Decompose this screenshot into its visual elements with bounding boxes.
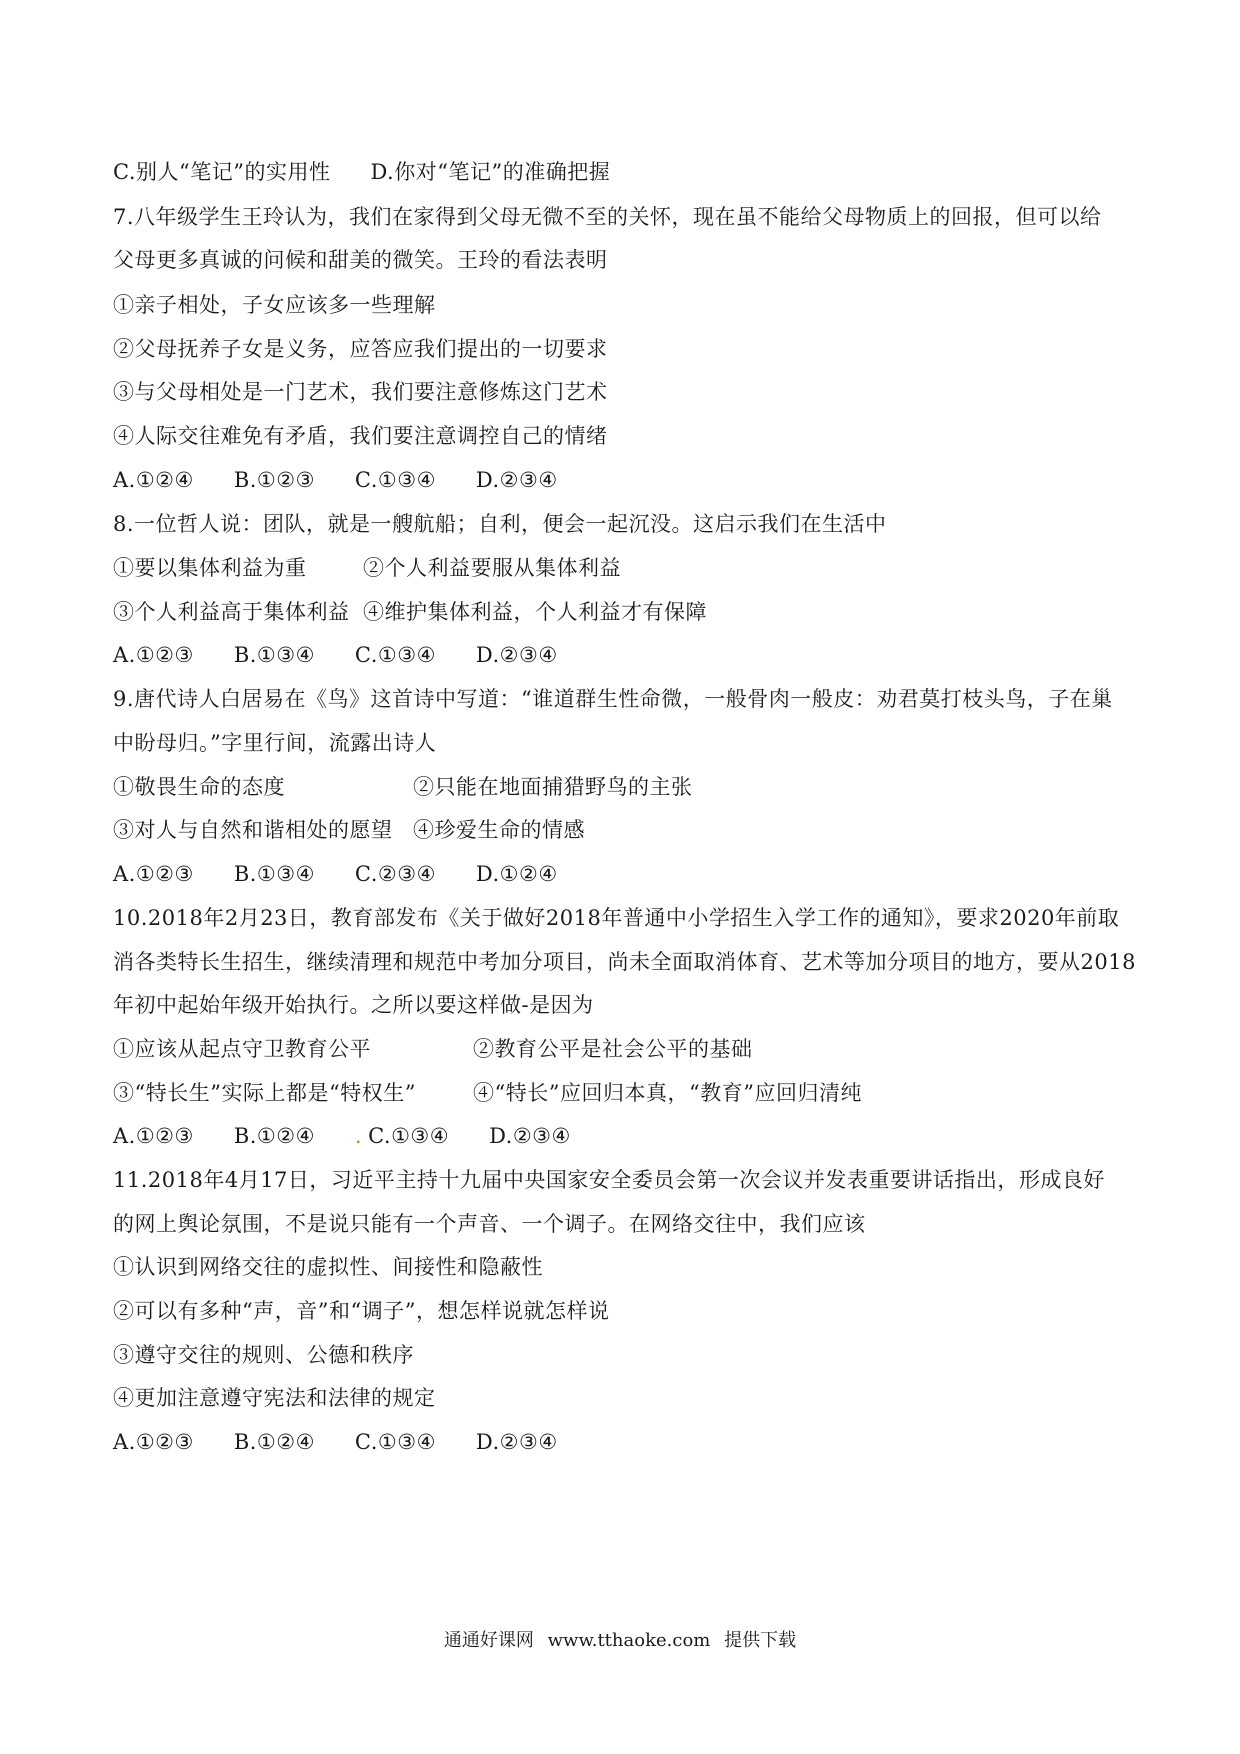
q10-option-a: A.①②③	[113, 1124, 194, 1148]
q8-statement-1: ①要以集体利益为重	[113, 556, 307, 580]
q10-stem-line-3: 年初中起始年级开始执行。之所以要这样做-是因为	[113, 993, 594, 1017]
q7-statement-3: ③与父母相处是一门艺术，我们要注意修炼这门艺术	[113, 380, 608, 404]
q11-statement-3: ③遵守交往的规则、公德和秩序	[113, 1343, 414, 1367]
q11-statement-1: ①认识到网络交往的虚拟性、间接性和隐蔽性	[113, 1255, 543, 1279]
q8-option-b: B.①③④	[233, 643, 315, 667]
q10-option-c: C.①③④	[368, 1124, 450, 1148]
q10-stem-line-1: 10.2018年2月23日，教育部发布《关于做好2018年普通中小学招生入学工作的通知》，要求2020年前取	[113, 906, 1120, 930]
q7-stem-line-2: 父母更多真诚的问候和甜美的微笑。王玲的看法表明	[113, 248, 608, 272]
q11-option-a: A.①②③	[113, 1430, 194, 1454]
q8-stem-line-1: 8.一位哲人说：团队，就是一艘航船；自利，便会一起沉没。这启示我们在生活中	[113, 512, 887, 536]
q10-option-d: D.②③④	[489, 1124, 571, 1148]
q11-options-row	[113, 1427, 1133, 1457]
q7-stem-line-1: 7.八年级学生王玲认为，我们在家得到父母无微不至的关怀，现在虽不能给父母物质上的回报，但可以给	[113, 205, 1102, 229]
footer-site-name: 通通好课网	[443, 1630, 534, 1651]
q11-statement-2: ②可以有多种“声，音”和“调子”，想怎样说就怎样说	[113, 1299, 610, 1323]
q10-statements-row-2	[113, 1078, 1133, 1108]
q9-statement-3: ③对人与自然和谐相处的愿望	[113, 818, 393, 842]
q9-statements-row-1	[113, 772, 1133, 802]
q9-stem-line-2: 中盼母归。”字里行间，流露出诗人	[113, 731, 437, 755]
q9-option-c: C.②③④	[354, 862, 436, 886]
q11-stem-line-1: 11.2018年4月17日，习近平主持十九届中央国家安全委员会第一次会议并发表重要讲话指出，形成良好	[113, 1168, 1105, 1192]
q10-option-b: B.①②④	[233, 1124, 315, 1148]
q7-option-b: B.①②③	[233, 468, 315, 492]
q8-statement-2: ②个人利益要服从集体利益	[363, 556, 621, 580]
q11-option-d: D.②③④	[475, 1430, 558, 1454]
q7-statement-4: ④人际交往难免有矛盾，我们要注意调控自己的情绪	[113, 424, 608, 448]
q9-statement-4: ④珍爱生命的情感	[413, 818, 585, 842]
q8-statement-3: ③个人利益高于集体利益	[113, 600, 350, 624]
q10-statement-1: ①应该从起点守卫教育公平	[113, 1037, 371, 1061]
q6-option-d: D.你对“笔记”的准确把握	[370, 160, 611, 184]
q7-options-row	[113, 465, 1133, 495]
q7-option-d: D.②③④	[475, 468, 558, 492]
q8-statements-row-1	[113, 553, 1133, 583]
q6-option-c: C.别人“笔记”的实用性	[113, 160, 331, 184]
q9-statement-1: ①敬畏生命的态度	[113, 775, 285, 799]
q9-stem-line-1: 9.唐代诗人白居易在《鸟》这首诗中写道：“谁道群生性命微，一般骨肉一般皮：劝君莫打枝头鸟，子在巢	[113, 687, 1113, 711]
q8-statements-row-2	[113, 597, 1133, 627]
q9-options-row	[113, 859, 1133, 889]
q7-statement-1: ①亲子相处，子女应该多一些理解	[113, 293, 436, 317]
q10-statements-row-1	[113, 1034, 1133, 1064]
page-footer	[0, 1628, 1240, 1654]
q10-statement-2: ②教育公平是社会公平的基础	[473, 1037, 753, 1061]
q10-statement-3: ③“特长生”实际上都是“特权生”	[113, 1081, 416, 1105]
q6-options-row	[113, 157, 1133, 187]
q9-statements-row-2	[113, 815, 1133, 845]
q9-option-d: D.①②④	[475, 862, 558, 886]
q8-option-c: C.①③④	[354, 643, 436, 667]
footer-url-link[interactable]: www.tthaoke.com	[547, 1630, 711, 1651]
q8-options-row	[113, 640, 1133, 670]
q8-option-d: D.②③④	[475, 643, 558, 667]
q11-option-c: C.①③④	[354, 1430, 436, 1454]
q9-option-a: A.①②③	[113, 862, 194, 886]
q10-statement-4: ④“特长”应回归本真，“教育”应回归清纯	[473, 1081, 862, 1105]
q11-option-b: B.①②④	[233, 1430, 315, 1454]
stray-dot: .	[354, 1124, 363, 1148]
q8-option-a: A.①②③	[113, 643, 194, 667]
q9-statement-2: ②只能在地面捕猎野鸟的主张	[413, 775, 693, 799]
q10-options-row	[113, 1121, 1133, 1151]
footer-download-text: 提供下载	[724, 1630, 797, 1651]
q11-statement-4: ④更加注意遵守宪法和法律的规定	[113, 1386, 436, 1410]
q7-statement-2: ②父母抚养子女是义务，应答应我们提出的一切要求	[113, 337, 608, 361]
q7-option-a: A.①②④	[113, 468, 194, 492]
q7-option-c: C.①③④	[354, 468, 436, 492]
q9-option-b: B.①③④	[233, 862, 315, 886]
q10-stem-line-2: 消各类特长生招生，继续清理和规范中考加分项目，尚未全面取消体育、艺术等加分项目的地方，要从2018	[113, 950, 1136, 974]
q11-stem-line-2: 的网上舆论氛围，不是说只能有一个声音、一个调子。在网络交往中，我们应该	[113, 1212, 866, 1236]
q8-statement-4: ④维护集体利益，个人利益才有保障	[363, 600, 707, 624]
